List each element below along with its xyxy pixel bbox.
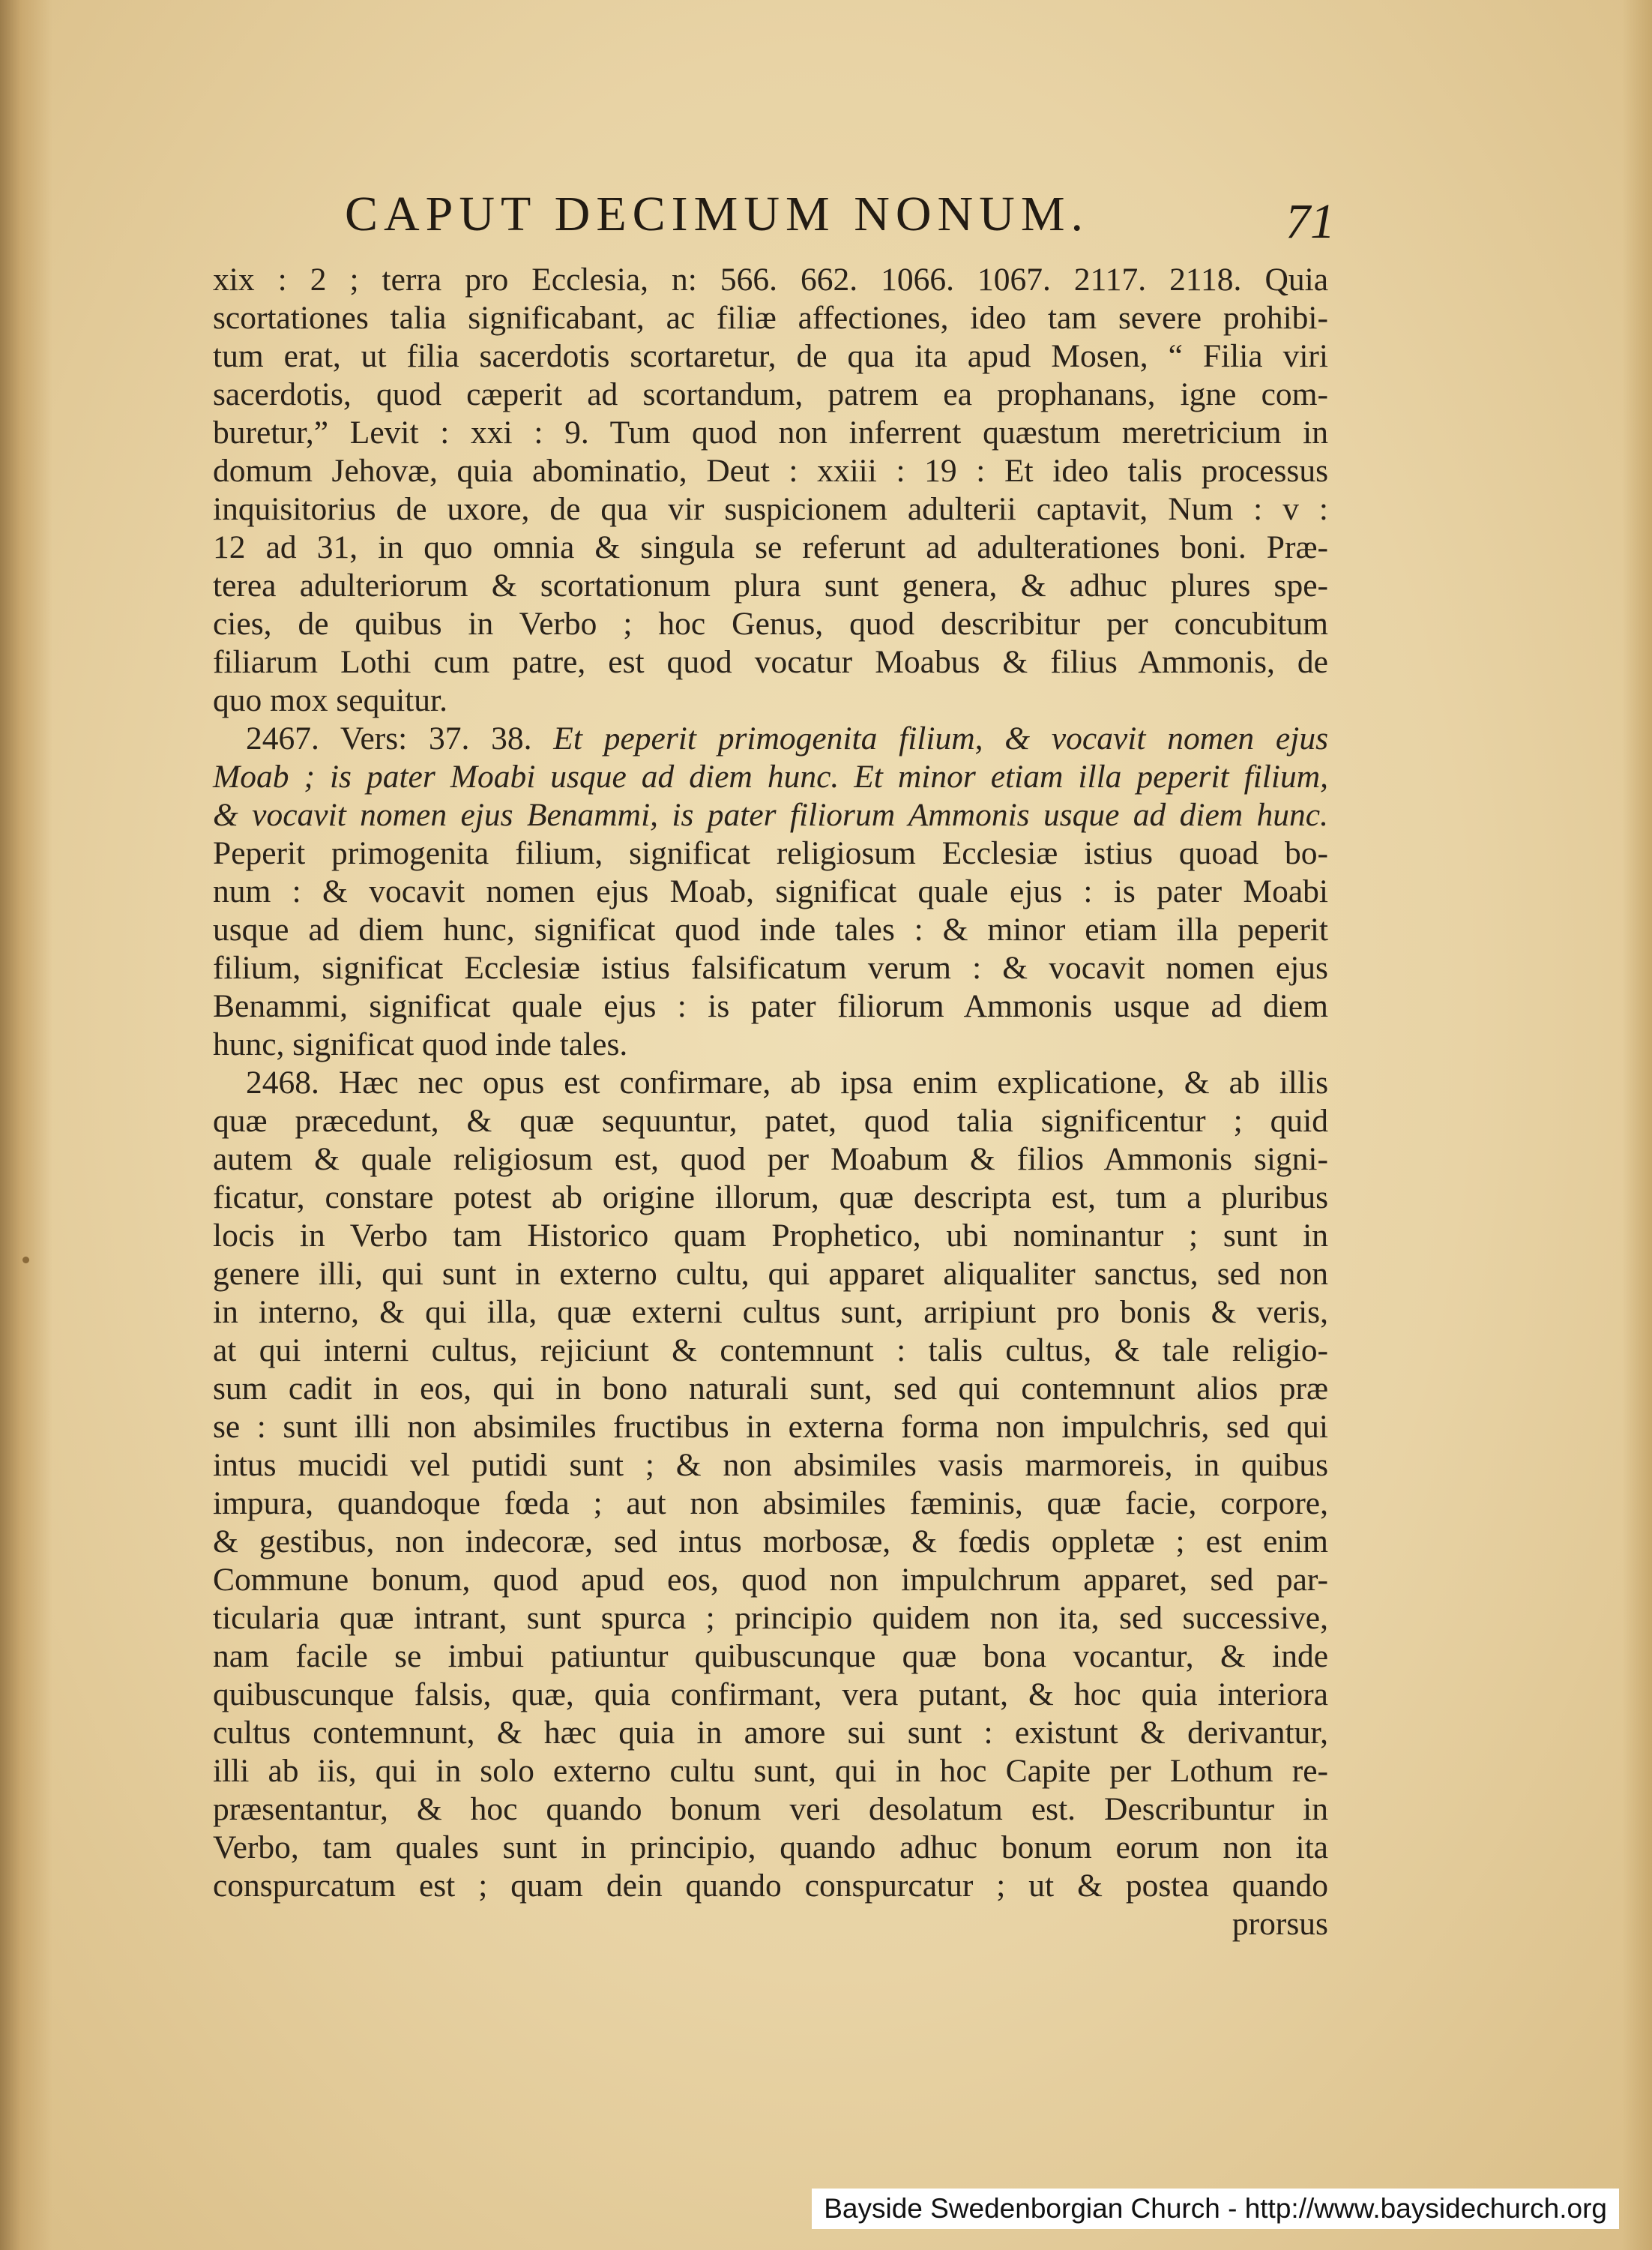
text-line: Peperit primogenita filium, significat religiosum Ecclesiæ istius quoad bo-: [213, 835, 1328, 871]
text-line: Commune bonum, quod apud eos, quod non impulchrum apparet, sed par-: [213, 1562, 1328, 1598]
text-line: ficatur, constare potest ab origine illorum, quæ descripta est, tum a pluribus: [213, 1179, 1328, 1215]
text-line: Benammi, significat quale ejus : is pater filiorum Ammonis usque ad diem: [213, 988, 1328, 1024]
text-line: num : & vocavit nomen ejus Moab, significat quale ejus : is pater Moabi: [213, 873, 1328, 909]
text-line: filiarum Lothi cum patre, est quod vocatur Moabus & filius Ammonis, de: [213, 644, 1328, 680]
paragraph-2468: [213, 1064, 1328, 1943]
text-line: quibuscunque falsis, quæ, quia confirmant, vera putant, & hoc quia interiora: [213, 1676, 1328, 1712]
text-line: genere illi, qui sunt in externo cultu, qui apparet aliqualiter sanctus, sed non: [213, 1256, 1328, 1292]
verse-text: Et peperit primogenita filium, & vocavit nomen ejus: [553, 721, 1328, 756]
text-line: Verbo, tam quales sunt in principio, quando adhuc bonum eorum non ita: [213, 1829, 1328, 1865]
text-line: in interno, & qui illa, quæ externi cultus sunt, arripiunt pro bonis & veris,: [213, 1294, 1328, 1330]
catchword: prorsus: [1232, 1906, 1328, 1942]
text-line: intus mucidi vel putidi sunt ; & non absimiles vasis marmoreis, in quibus: [213, 1447, 1328, 1483]
paragraph-1: [213, 261, 1328, 720]
text-line: præsentantur, & hoc quando bonum veri desolatum est. Describuntur in: [213, 1791, 1328, 1827]
text-line: xix : 2 ; terra pro Ecclesia, n: 566. 662. 1066. 1067. 2117. 2118. Quia: [213, 262, 1328, 298]
text-line: cultus contemnunt, & hæc quia in amore sui sunt : existunt & derivantur,: [213, 1715, 1328, 1751]
text-line: cies, de quibus in Verbo ; hoc Genus, quod describitur per concubitum: [213, 606, 1328, 642]
text-line: filium, significat Ecclesiæ istius falsificatum verum : & vocavit nomen ejus: [213, 950, 1328, 986]
text-line: terea adulteriorum & scortationum plura sunt genera, & adhuc plures spe-: [213, 568, 1328, 604]
verse-line: [213, 720, 1328, 758]
text-line: inquisitorius de uxore, de qua vir suspicionem adulterii captavit, Num : v :: [213, 491, 1328, 527]
text-line: hunc, significat quod inde tales.: [213, 1026, 628, 1062]
text-line: domum Jehovæ, quia abominatio, Deut : xxiii : 19 : Et ideo talis processus: [213, 453, 1328, 489]
text-line: usque ad diem hunc, significat quod inde tales : & minor etiam illa peperit: [213, 912, 1328, 948]
text-line: sacerdotis, quod cæperit ad scortandum, patrem ea prophanans, igne com-: [213, 376, 1328, 412]
credit-footer: Bayside Swedenborgian Church - http://www.baysidechurch.org: [812, 2189, 1619, 2229]
text-line: quo mox sequitur.: [213, 682, 447, 718]
paragraph-2467: [213, 720, 1328, 1064]
text-line: autem & quale religiosum est, quod per Moabum & filios Ammonis signi-: [213, 1141, 1328, 1177]
text-line: conspurcatum est ; quam dein quando conspurcatur ; ut & postea quando: [213, 1868, 1328, 1904]
verse-line: Moab ; is pater Moabi usque ad diem hunc. Et minor etiam illa peperit filium,: [213, 759, 1328, 795]
text-line: & gestibus, non indecoræ, sed intus morbosæ, & fœdis oppletæ ; est enim: [213, 1523, 1328, 1559]
text-line: at qui interni cultus, rejiciunt & contemnunt : talis cultus, & tale religio-: [213, 1332, 1328, 1368]
verse-line: & vocavit nomen ejus Benammi, is pater filiorum Ammonis usque ad diem hunc.: [213, 797, 1328, 833]
page-number: 71: [1285, 194, 1335, 249]
paragraph-number: 2467. Vers: 37. 38.: [246, 721, 532, 756]
text-line: buretur,” Levit : xxi : 9. Tum quod non inferrent quæstum meretricium in: [213, 415, 1328, 451]
text-line: 2468. Hæc nec opus est confirmare, ab ipsa enim explicatione, & ab illis: [246, 1065, 1328, 1101]
text-line: se : sunt illi non absimiles fructibus in externa forma non impulchris, sed qui: [213, 1409, 1328, 1445]
text-line: sum cadit in eos, qui in bono naturali sunt, sed qui contemnunt alios præ: [213, 1371, 1328, 1407]
text-line: illi ab iis, qui in solo externo cultu sunt, qui in hoc Capite per Lothum re-: [213, 1753, 1328, 1789]
text-line: 12 ad 31, in quo omnia & singula se referunt ad adulterationes boni. Præ-: [213, 529, 1328, 565]
text-line: scortationes talia significabant, ac filiæ affectiones, ideo tam severe prohibi-: [213, 300, 1328, 336]
text-line: tum erat, ut filia sacerdotis scortaretur, de qua ita apud Mosen, “ Filia viri: [213, 338, 1328, 374]
margin-spot: [22, 1257, 29, 1263]
text-line: nam facile se imbui patiuntur quibuscunque quæ bona vocantur, & inde: [213, 1638, 1328, 1674]
text-line: impura, quandoque fœda ; aut non absimiles fæminis, quæ facie, corpore,: [213, 1485, 1328, 1521]
text-line: locis in Verbo tam Historico quam Prophetico, ubi nominantur ; sunt in: [213, 1218, 1328, 1254]
running-head: CAPUT DECIMUM NONUM.: [345, 187, 1090, 241]
text-line: quæ præcedunt, & quæ sequuntur, patet, quod talia significentur ; quid: [213, 1103, 1328, 1139]
body-text: [213, 261, 1328, 1943]
text-line: ticularia quæ intrant, sunt spurca ; principio quidem non ita, sed successive,: [213, 1600, 1328, 1636]
